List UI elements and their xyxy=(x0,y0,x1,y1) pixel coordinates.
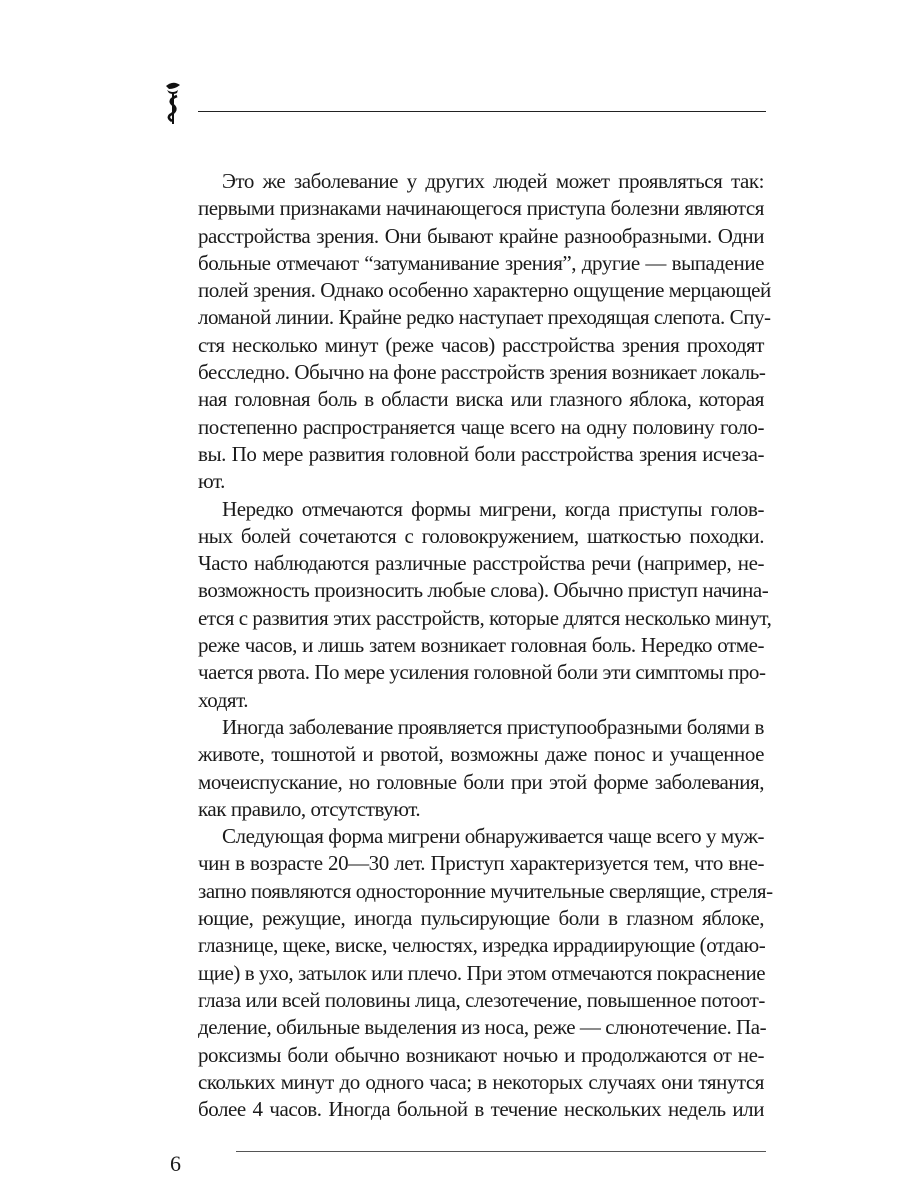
text-line: первыми признаками начинающегося приступа болезни являются xyxy=(198,196,764,221)
text-line: более 4 часов. Иногда больной в течение нескольких недель или xyxy=(198,1097,764,1122)
caduceus-icon xyxy=(163,80,183,126)
text-line: ных болей сочетаются с головокружением, шаткостью походки. xyxy=(198,523,764,548)
text-line: ная головная боль в области виска или глазного яблока, которая xyxy=(198,387,764,412)
text-line: как правило, отсутствуют. xyxy=(198,796,421,821)
text-line: щие) в ухо, затылок или плечо. При этом отмечаются покраснение xyxy=(198,960,766,985)
text-line: Иногда заболевание проявляется приступообразными болями в xyxy=(222,714,764,739)
text-line: постепенно распространяется чаще всего на одну половину голо- xyxy=(198,414,764,439)
paragraph xyxy=(198,714,764,823)
text-line: глаза или всей половины лица, слезотечение, повышенное потоот- xyxy=(198,987,765,1012)
text-line: ется с развития этих расстройств, которые длятся несколько минут, xyxy=(198,605,772,630)
text-line: реже часов, и лишь затем возникает головная боль. Нередко отме- xyxy=(198,633,764,658)
page-number: 6 xyxy=(170,1151,181,1176)
text-line: мочеиспускание, но головные боли при этой форме заболевания, xyxy=(198,769,764,794)
paragraph xyxy=(198,496,772,714)
text-line: чается рвота. По мере усиления головной боли эти симптомы про- xyxy=(198,660,766,685)
text-line: роксизмы боли обычно возникают ночью и продолжаются от не- xyxy=(198,1042,764,1067)
text-line: расстройства зрения. Они бывают крайне разнообразными. Одни xyxy=(198,223,764,248)
text-line: больные отмечают “затуманивание зрения”, другие — выпадение xyxy=(198,250,764,275)
text-line: полей зрения. Однако особенно характерно ощущение мерцающей xyxy=(198,278,771,303)
paragraph xyxy=(198,168,771,496)
text-line: ходят. xyxy=(198,687,249,712)
paragraph xyxy=(198,823,773,1123)
text-line: возможность произносить любые слова). Обычно приступ начина- xyxy=(198,578,769,603)
footer-rule xyxy=(236,1151,766,1152)
text-line: ют. xyxy=(198,469,225,494)
body-text xyxy=(198,168,773,1123)
text-line: скольких минут до одного часа; в некоторых случаях они тянутся xyxy=(198,1069,764,1094)
text-line: ломаной линии. Крайне редко наступает преходящая слепота. Спу- xyxy=(198,305,771,330)
text-line: ющие, режущие, иногда пульсирующие боли в глазном яблоке, xyxy=(198,906,764,931)
text-line: Часто наблюдаются различные расстройства речи (например, не- xyxy=(198,551,764,576)
text-line: деление, обильные выделения из носа, реже — слюнотечение. Па- xyxy=(198,1015,767,1040)
text-line: глазнице, щеке, виске, челюстях, изредка иррадиирующие (отдаю- xyxy=(198,933,766,958)
text-line: животе, тошнотой и рвотой, возможны даже понос и учащенное xyxy=(198,742,764,767)
text-line: Следующая форма мигрени обнаруживается чаще всего у муж- xyxy=(222,824,765,849)
header-rule xyxy=(198,111,766,112)
text-line: стя несколько минут (реже часов) расстройства зрения проходят xyxy=(198,332,764,357)
text-line: запно появляются односторонние мучительные сверлящие, стреля- xyxy=(198,878,773,903)
text-line: вы. По мере развития головной боли расстройства зрения исчеза- xyxy=(198,441,764,466)
text-line: Это же заболевание у других людей может проявляться так: xyxy=(222,169,764,193)
text-line: Нередко отмечаются формы мигрени, когда приступы голов- xyxy=(222,496,764,521)
text-line: бесследно. Обычно на фоне расстройств зрения возникает локаль- xyxy=(198,360,766,385)
text-line: чин в возрасте 20—30 лет. Приступ характеризуется тем, что вне- xyxy=(198,851,764,876)
